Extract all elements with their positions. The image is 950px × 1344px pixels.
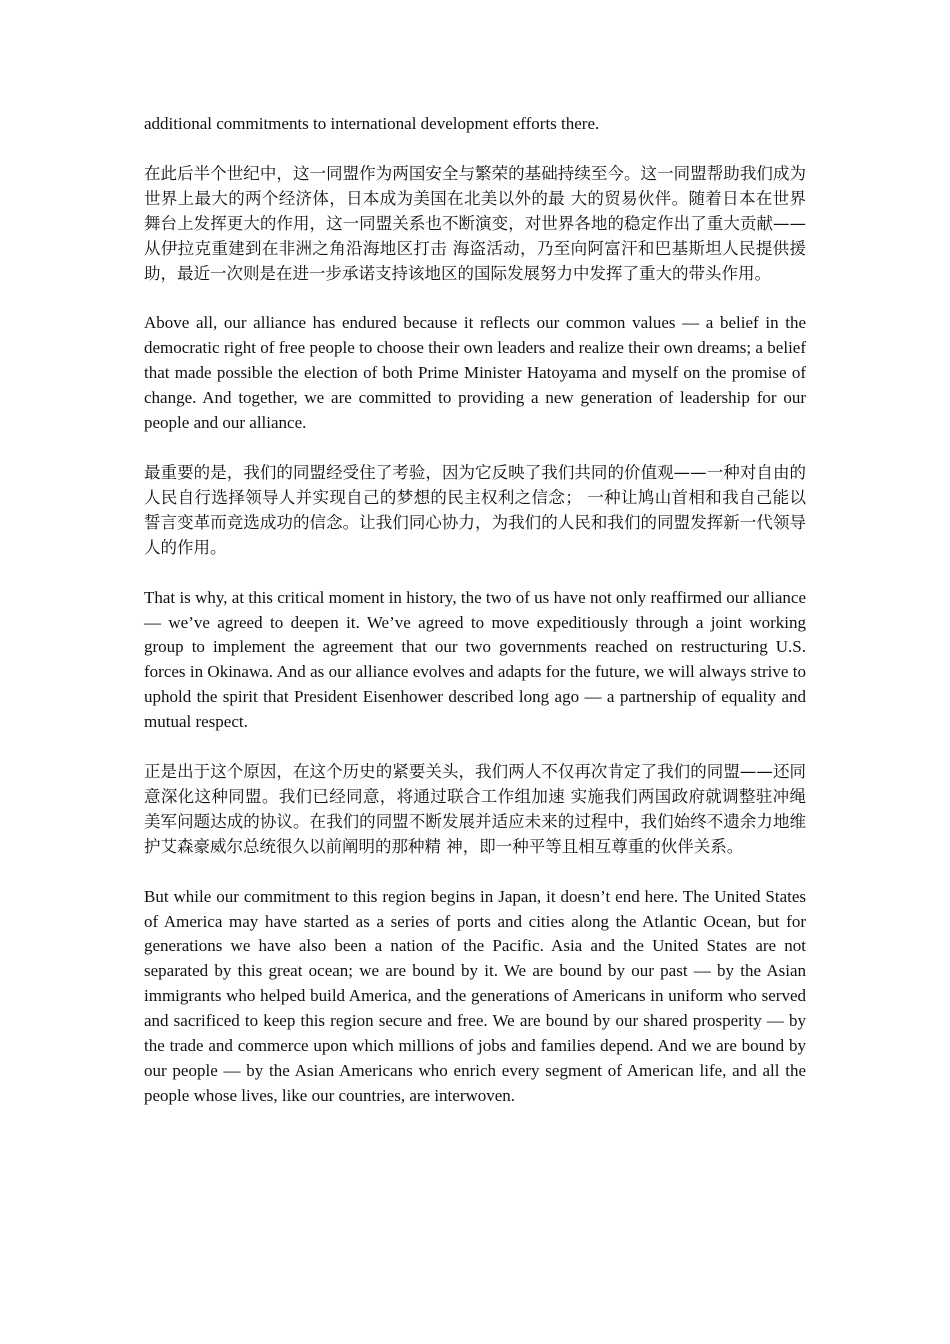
- paragraph-gap: [144, 860, 806, 885]
- paragraph-gap: [144, 735, 806, 760]
- paragraph-zh-2: 最重要的是，我们的同盟经受住了考验，因为它反映了我们共同的价值观——一种对自由的人民自行选择领导人并实现自己的梦想的民主权利之信念； 一种让鸠山首相和我自己能以誓言变革而竞选成功的信念。让我们同心协力，为我们的人民和我们的同盟发挥新一代领导人的作用。: [144, 462, 806, 557]
- paragraph-en-4: But while our commitment to this region begins in Japan, it doesn’t end here. The United States of America may have started as a series of ports and cities along the Atlantic Ocean, but for generations we have also been a nation of the Pacific. Asia and the United States are not separated by this great ocean; we are bound by it. We are bound by our past — by the Asian immigrants who helped build America, and the generations of Americans in uniform who served and sacrificed to keep this region secure and free. We are bound by our shared prosperity — by the trade and commerce upon which millions of jobs and families depend. And we are bound by our people — by the Asian Americans who enrich every segment of American life, and all the people whose lives, like our countries, are interwoven.: [144, 886, 806, 1105]
- paragraph-zh-3: 正是出于这个原因，在这个历史的紧要关头，我们两人不仅再次肯定了我们的同盟——还同意深化这种同盟。我们已经同意，将通过联合工作组加速 实施我们两国政府就调整驻冲绳美军问题达成的协议。在我们的同盟不断发展并适应未来的过程中，我们始终不遗余力地维护艾森豪威尔总统很久以前阐明的那种精 神，即一种平等且相互尊重的伙伴关系。: [144, 762, 806, 856]
- paragraph-en-2: Above all, our alliance has endured because it reflects our common values — a belief in the democratic right of free people to choose their own leaders and realize their own dreams; a belief that made possible the election of both Prime Minister Hatoyama and myself on the promise of change. And together, we are committed to providing a new generation of leadership for our people and our alliance.: [144, 313, 806, 433]
- paragraph-gap: [144, 561, 806, 586]
- document-page: [144, 112, 806, 1109]
- paragraph-zh-1: 在此后半个世纪中，这一同盟作为两国安全与繁荣的基础持续至今。这一同盟帮助我们成为世界上最大的两个经济体，日本成为美国在北美以外的最 大的贸易伙伴。随着日本在世界舞台上发挥更大的作用，这一同盟关系也不断演变，对世界各地的稳定作出了重大贡献——从伊拉克重建到在非洲之角沿海地区打击 海盗活动，乃至向阿富汗和巴基斯坦人民提供援助，最近一次则是在进一步承诺支持该地区的国际发展努力中发挥了重大的带头作用。: [144, 163, 806, 283]
- paragraph-gap: [144, 436, 806, 461]
- paragraph-gap: [144, 137, 806, 162]
- paragraph-en-1: additional commitments to international development efforts there.: [144, 114, 600, 133]
- paragraph-gap: [144, 286, 806, 311]
- paragraph-en-3: That is why, at this critical moment in history, the two of us have not only reaffirmed our alliance — we’ve agreed to deepen it. We’ve agreed to move expeditiously through a joint working group to implement the agreement that our two governments reached on restructuring U.S. forces in Okinawa. And as our alliance evolves and adapts for the future, we will always strive to uphold the spirit that President Eisenhower described long ago — a partnership of equality and mutual respect.: [144, 587, 806, 732]
